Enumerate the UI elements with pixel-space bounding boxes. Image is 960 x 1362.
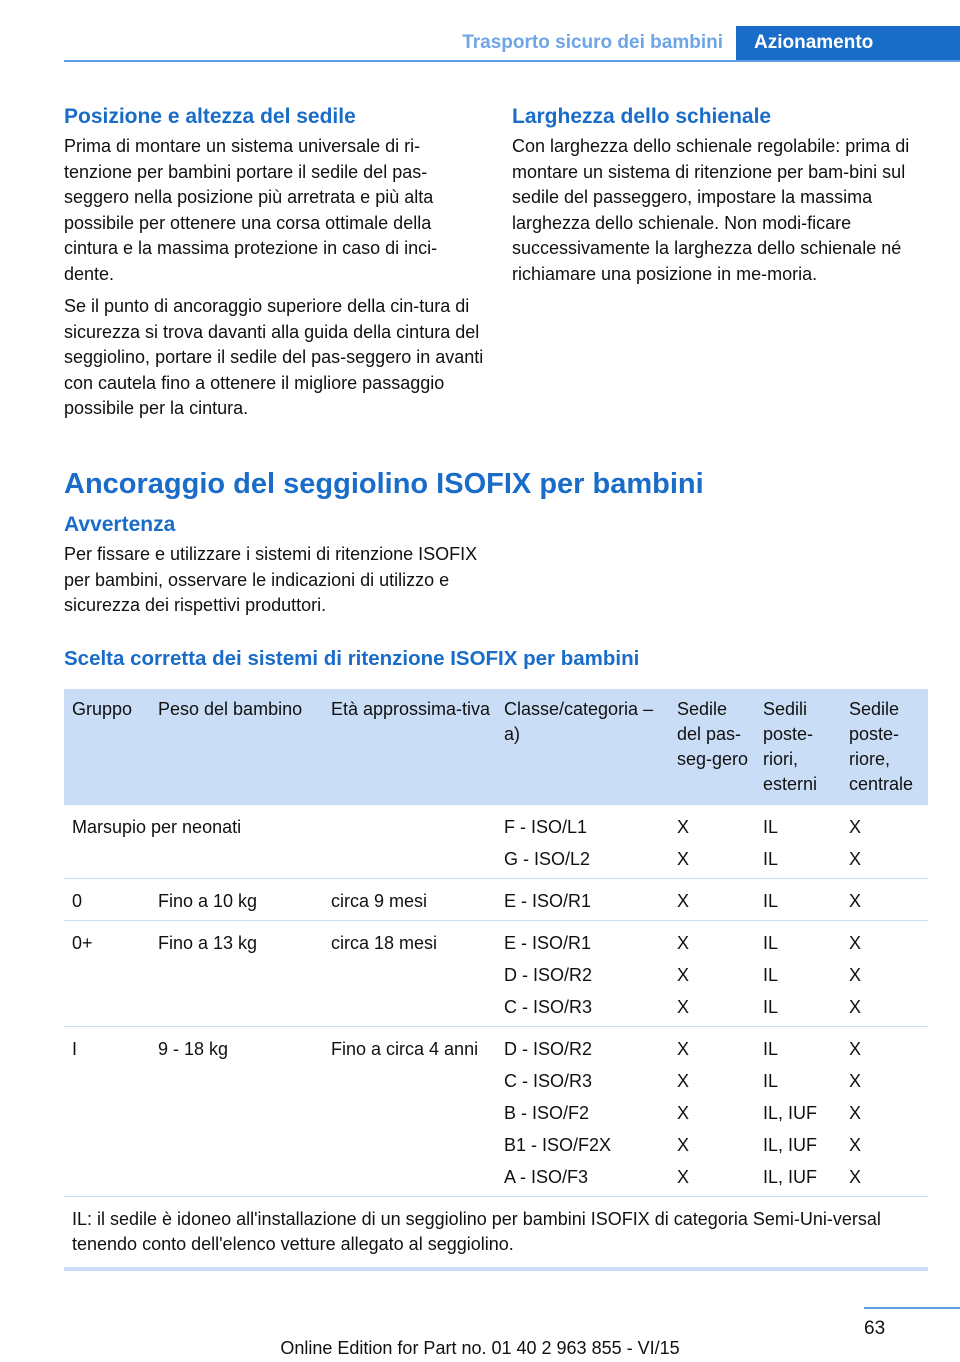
table-cell-group: 0+: [64, 921, 150, 1027]
table-cell-group: Marsupio per neonati: [64, 805, 496, 879]
isofix-table: [64, 689, 928, 1271]
rear-outer-value: IL: [763, 997, 779, 1017]
table-cell-rear-outer: [755, 921, 841, 1027]
table-cell-rear-center: [841, 1027, 928, 1197]
isofix-heading: Ancoraggio del seggiolino ISOFIX per bambini: [64, 468, 704, 500]
passenger-value: X: [677, 817, 690, 837]
class-value: D - ISO/R2: [504, 965, 593, 985]
table-cell-rear-center: [841, 921, 928, 1027]
table-cell-rear-center: [841, 879, 928, 921]
table-row: [64, 805, 928, 879]
rear-outer-value: IL: [763, 965, 779, 985]
seat-position-paragraph: Prima di montare un sistema universale di ri‐tenzione per bambini portare il sedile del pas‐seggero nella posizione più arretrata e più alta possibile per ottenere una corsa ottimale della cintura e la massima protezione in caso di inci‐dente.: [64, 136, 438, 284]
table-cell-class: [496, 805, 669, 879]
page-number: 63: [864, 1318, 886, 1339]
passenger-value: X: [677, 933, 690, 953]
rear-center-value: X: [849, 965, 862, 985]
rear-center-value: X: [849, 1103, 862, 1123]
rear-outer-value: IL: [763, 849, 779, 869]
table-cell-class: [496, 1027, 669, 1197]
passenger-value: X: [677, 1167, 690, 1187]
class-value: C - ISO/R3: [504, 997, 593, 1017]
class-value: E - ISO/R1: [504, 891, 592, 911]
passenger-value: X: [677, 997, 690, 1017]
table-cell-weight: Fino a 13 kg: [150, 921, 323, 1027]
table-header-row: [64, 689, 928, 805]
passenger-value: X: [677, 1135, 690, 1155]
column-header: Peso del bambino: [150, 689, 323, 805]
table-row: [64, 921, 928, 1027]
table-cell-class: [496, 879, 669, 921]
backrest-width-paragraph: Con larghezza dello schienale regolabile: prima di montare un sistema di ritenzione per bam‐bini sul sedile del passeggero, impostare la massima larghezza dello schienale. Non modi‐ficare successivamente la larghezza dello schienale né richiamare una posizione in me‐moria.: [512, 136, 910, 284]
backrest-width-heading: Larghezza dello schienale: [512, 105, 772, 128]
column-header: Classe/categoria – a): [496, 689, 669, 805]
rear-outer-value: IL: [763, 1071, 779, 1091]
table-cell-group: I: [64, 1027, 150, 1197]
class-value: C - ISO/R3: [504, 1071, 593, 1091]
warning-heading: Avvertenza: [64, 513, 176, 536]
rear-center-value: X: [849, 817, 862, 837]
class-value: A - ISO/F3: [504, 1167, 589, 1187]
rear-outer-value: IL: [763, 817, 779, 837]
table-cell-rear-outer: [755, 805, 841, 879]
column-header: Sedile del pas‐seg‐gero: [669, 689, 755, 805]
rear-outer-value: IL: [763, 1039, 779, 1059]
passenger-value: X: [677, 849, 690, 869]
rear-center-value: X: [849, 891, 862, 911]
passenger-value: X: [677, 891, 690, 911]
passenger-value: X: [677, 1071, 690, 1091]
footer-rule: [864, 1307, 960, 1309]
column-header: Sedili poste‐riori, esterni: [755, 689, 841, 805]
rear-center-value: X: [849, 1135, 862, 1155]
table-cell-rear-center: [841, 805, 928, 879]
table-row: [64, 879, 928, 921]
class-value: F - ISO/L1: [504, 817, 588, 837]
table-cell-age: Fino a circa 4 anni: [323, 1027, 496, 1197]
column-header: Gruppo: [64, 689, 150, 805]
class-value: D - ISO/R2: [504, 1039, 593, 1059]
table-cell-class: [496, 921, 669, 1027]
table-note-row: [64, 1197, 928, 1270]
class-value: G - ISO/L2: [504, 849, 591, 869]
table-cell-rear-outer: [755, 1027, 841, 1197]
page-header: [0, 0, 960, 62]
table-cell-passenger: [669, 805, 755, 879]
class-value: B - ISO/F2: [504, 1103, 590, 1123]
rear-center-value: X: [849, 1039, 862, 1059]
rear-center-value: X: [849, 1167, 862, 1187]
rear-outer-value: IL, IUF: [763, 1103, 818, 1123]
seat-position-paragraph: Se il punto di ancoraggio superiore della cin‐tura di sicurezza si trova davanti alla guida della cintura del seggiolino, portare il sedile del pas‐seggero in avanti con cautela fino a ottenere il migliore passaggio possibile per la cintura.: [64, 296, 484, 418]
rear-center-value: X: [849, 1071, 862, 1091]
seat-position-section: [64, 104, 484, 429]
table-cell-weight: 9 - 18 kg: [150, 1027, 323, 1197]
edition-footer: Online Edition for Part no. 01 40 2 963 855 - VI/15: [280, 1338, 680, 1358]
table-cell-rear-outer: [755, 879, 841, 921]
table-cell-passenger: [669, 879, 755, 921]
table-cell-weight: Fino a 10 kg: [150, 879, 323, 921]
column-header: Sedile poste‐riore, centrale: [841, 689, 928, 805]
rear-outer-value: IL, IUF: [763, 1135, 818, 1155]
isofix-table-heading: Scelta corretta dei sistemi di ritenzione ISOFIX per bambini: [64, 647, 640, 670]
rear-outer-value: IL, IUF: [763, 1167, 818, 1187]
table-cell-group: 0: [64, 879, 150, 921]
rear-center-value: X: [849, 997, 862, 1017]
table-cell-passenger: [669, 921, 755, 1027]
backrest-width-section: [512, 104, 932, 294]
rear-outer-value: IL: [763, 891, 779, 911]
rear-outer-value: IL: [763, 933, 779, 953]
table-cell-age: circa 9 mesi: [323, 879, 496, 921]
class-value: B1 - ISO/F2X: [504, 1135, 612, 1155]
passenger-value: X: [677, 1039, 690, 1059]
column-header: Età approssima‐tiva: [323, 689, 496, 805]
table-footnote: IL: il sedile è idoneo all'installazione di un seggiolino per bambini ISOFIX di categoria Semi-Uni‐versal tenendo conto dell'elenco vetture allegato al seggiolino.: [64, 1197, 928, 1270]
warning-text: Per fissare e utilizzare i sistemi di ritenzione ISOFIX per bambini, osservare le indicazioni di utilizzo e sicurezza dei rispettivi produttori.: [64, 544, 478, 615]
rear-center-value: X: [849, 933, 862, 953]
header-rule: [64, 60, 960, 62]
header-section-title: Trasporto sicuro dei bambini: [462, 32, 723, 53]
class-value: E - ISO/R1: [504, 933, 592, 953]
rear-center-value: X: [849, 849, 862, 869]
table-cell-passenger: [669, 1027, 755, 1197]
warning-section: [64, 512, 484, 626]
table-cell-age: circa 18 mesi: [323, 921, 496, 1027]
header-chapter-tab: Azionamento: [736, 26, 960, 60]
passenger-value: X: [677, 1103, 690, 1123]
passenger-value: X: [677, 965, 690, 985]
table-row: [64, 1027, 928, 1197]
seat-position-heading: Posizione e altezza del sedile: [64, 105, 356, 128]
